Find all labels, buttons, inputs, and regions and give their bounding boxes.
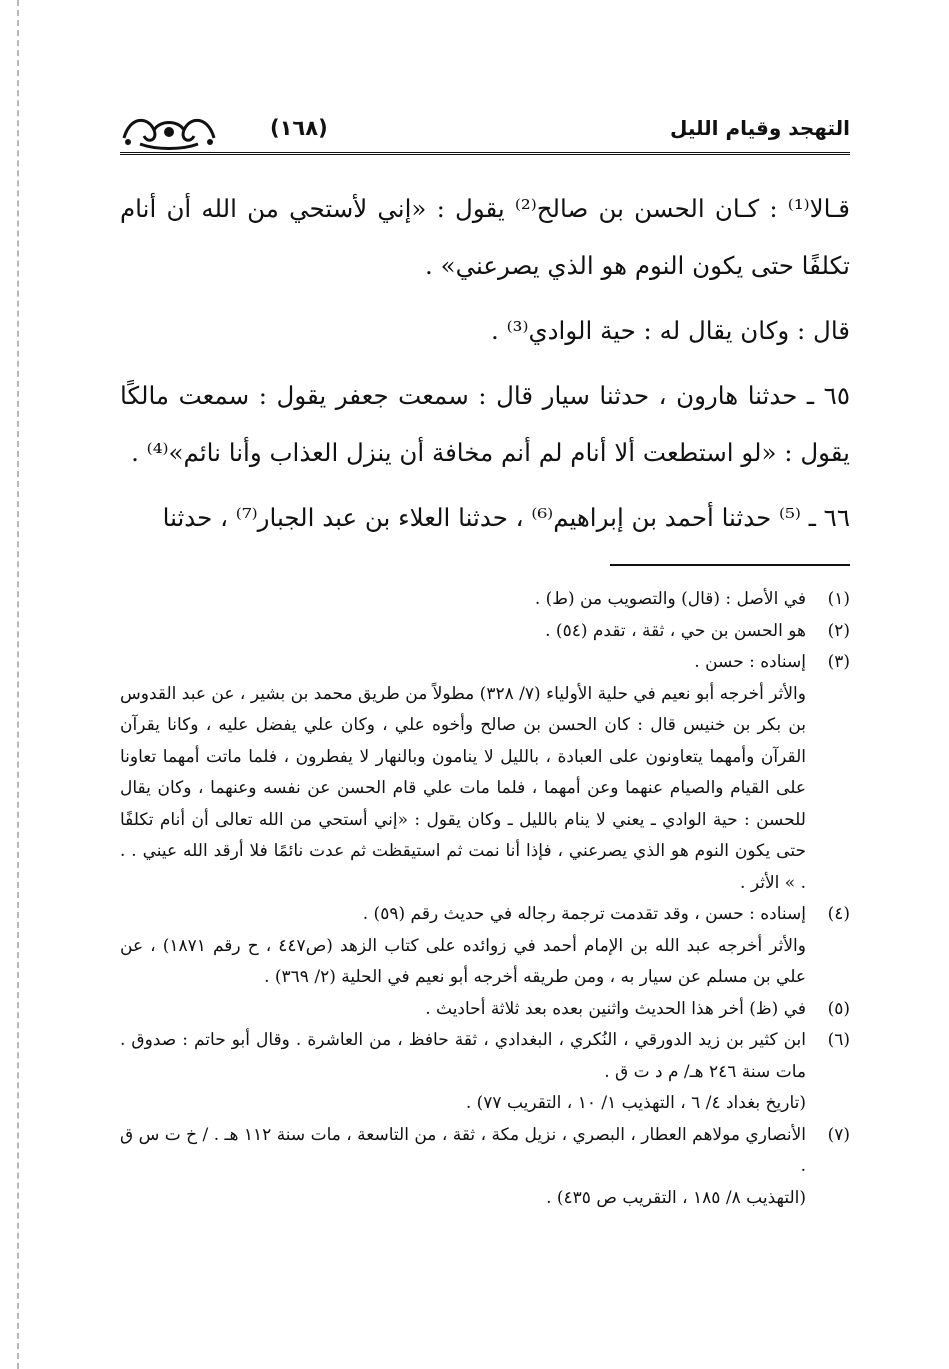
footnote-text: والأثر أخرجه أبو نعيم في حلية الأولياء (٧/ ٣٢٨) مطولاً من طريق محمد بن بشير ، عن عبد القدوس بن بكر بن خنيس قال : كان الحسن بن صالح وأخوه علي ، وكان علي يفضل عليه ، وكانا يقرآن القرآن وأمهما يتعاونون على العبادة ، بالليل لا ينامون وبالنهار لا يفطرون ، فلما ماتت أمهما تعاونا على القيام والصيام عنهما وعن أمهما ، فلما مات علي قام الحسن عن نفسه وعنهما ، وكان يقال للحسن : حية الوادي ـ يعني لا ينام بالليل ـ وكان يقول : «إني أستحي من الله تعالى أن أنام تكلفًا حتى يكون النوم هو الذي يصرعني ، فإذا أنا نمت ثم استيقظت ثم عدت نائمًا فلا أرقد الله عيني . . . » الأثر . — [120, 683, 806, 893]
footnote-text: هو الحسن بن حي ، ثقة ، تقدم (٥٤) . — [545, 620, 806, 641]
main-paragraph: ٦٥ ـ حدثنا هارون ، حدثنا سيار قال : سمعت جعفر يقول : سمعت مالكًا يقول : «لو استطعت ألا أنام لم أنم مخافة أن ينزل العذاب وأنا نائم»⁽⁴⁾ . — [120, 381, 850, 467]
book-page — [120, 112, 850, 1214]
footnote-number: (٦) — [827, 1030, 850, 1050]
footnote-number: (٧) — [827, 1124, 850, 1145]
footnote — [120, 647, 850, 899]
footnote — [120, 616, 850, 648]
footnote — [120, 899, 850, 994]
footnote-text: إسناده : حسن . — [694, 652, 806, 672]
footnote — [120, 584, 850, 616]
footnote — [120, 1025, 850, 1120]
header-rule — [120, 152, 850, 155]
footnotes — [120, 584, 850, 1214]
main-paragraph: ٦٦ ـ ⁽⁵⁾ حدثنا أحمد بن إبراهيم⁽⁶⁾ ، حدثنا العلاء بن عبد الجبار⁽⁷⁾ ، حدثنا — [162, 503, 850, 532]
main-text — [120, 180, 850, 546]
footnote — [120, 1120, 850, 1215]
footnote-text: الأنصاري مولاهم العطار ، البصري ، نزيل مكة ، ثقة ، من التاسعة ، مات سنة ١١٢ هـ . / خ ت س ق . — [120, 1124, 806, 1176]
binding-margin-line — [17, 0, 19, 1369]
footnote-number: (١) — [827, 589, 850, 609]
footnote-text: (تاريخ بغداد ٤/ ٦ ، التهذيب ١/ ١٠ ، التقريب ٧٧) . — [465, 1093, 806, 1113]
footnote-separator — [610, 564, 850, 566]
footnote-text: في (ظ) أخر هذا الحديث واثنين بعده بعد ثلاثة أحاديث . — [425, 998, 806, 1019]
footnote-number: (٥) — [827, 998, 850, 1019]
footnote-text: (التهذيب ٨/ ١٨٥ ، التقريب ص ٤٣٥) . — [546, 1187, 806, 1208]
footnote-number: (٢) — [827, 620, 850, 641]
page-number: (١٦٨) — [270, 116, 328, 140]
running-header — [120, 112, 850, 156]
footnote-number: (٣) — [827, 652, 850, 672]
floral-ornament-icon — [120, 110, 218, 150]
footnote-text: والأثر أخرجه عبد الله بن الإمام أحمد في زوائده على كتاب الزهد (ص٤٤٧ ، ح رقم ١٨٧١) ، عن علي بن مسلم عن سيار به ، ومن طريقه أخرجه أبو نعيم في الحلية (٢/ ٣٦٩) . — [120, 935, 806, 987]
footnote-text: ابن كثير بن زيد الدورقي ، النُكري ، البغدادي ، ثقة حافظ ، من العاشرة . وقال أبو حاتم : صدوق . مات سنة ٢٤٦ هـ/ م د ت ق . — [120, 1030, 806, 1082]
main-paragraph: قال : وكان يقال له : حية الوادي⁽³⁾ . — [491, 316, 850, 345]
footnote — [120, 994, 850, 1026]
running-header-title: التهجد وقيام الليل — [669, 116, 850, 140]
footnote-text: في الأصل : (قال) والتصويب من (ط) . — [534, 589, 806, 609]
footnote-text: إسناده : حسن ، وقد تقدمت ترجمة رجاله في حديث رقم (٥٩) . — [362, 904, 806, 924]
main-paragraph: قـالا⁽¹⁾ : كـان الحسن بن صالح⁽²⁾ يقول : «إني لأستحي من الله أن أنام تكلفًا حتى يكون النوم هو الذي يصرعني» . — [120, 194, 850, 280]
footnote-number: (٤) — [827, 904, 850, 924]
